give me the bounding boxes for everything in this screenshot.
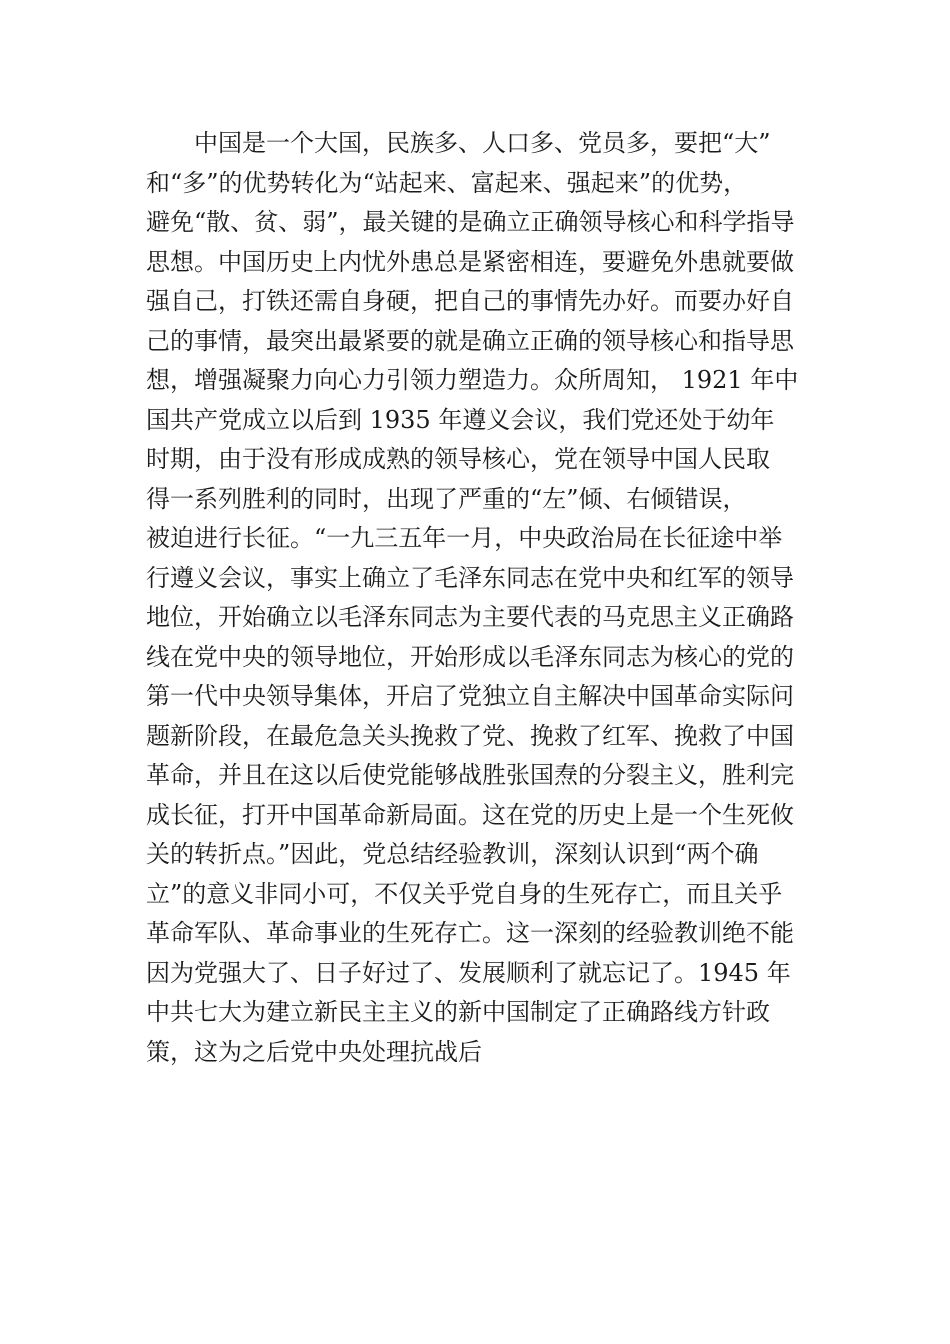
text-line: 行遵义会议，事实上确立了毛泽东同志在党中央和红军的领导 [146,563,794,592]
text-line: 革命军队、革命事业的生死存亡。这一深刻的经验教训绝不能 [146,919,794,947]
text-line: 被迫进行长征。“一九三五年一月，中央政治局在长征途中举 [146,524,783,552]
text-line: 得一系列胜利的同时，出现了严重的“左”倾、右倾错误， [146,484,747,513]
text-line: 思想。中国历史上内忧外患总是紧密相连，要避免外患就要做 [146,247,794,276]
text-line: 强自己，打铁还需自身硬，把自己的事情先办好。而要办好自 [146,287,794,315]
text-line: 避免“散、贫、弱”，最关键的是确立正确领导核心和科学指导 [146,208,795,236]
text-line: 时期，由于没有形成成熟的领导核心，党在领导中国人民取 [146,445,770,473]
text-line: 和“多”的优势转化为“站起来、富起来、强起来”的优势， [146,168,748,197]
text-line: 地位，开始确立以毛泽东同志为主要代表的马克思主义正确路 [146,603,794,631]
text-line: 因为党强大了、日子好过了、发展顺利了就忘记了。1945 年 [146,958,791,987]
text-line: 中国是一个大国，民族多、人口多、党员多，要把“大” [194,129,771,157]
text-line: 国共产党成立以后到 1935 年遵义会议，我们党还处于幼年 [146,405,775,434]
text-line: 关的转折点。”因此，党总结经验教训，深刻认识到“两个确 [146,840,759,868]
text-line: 第一代中央领导集体，开启了党独立自主解决中国革命实际问 [146,682,794,710]
text-line: 立”的意义非同小可，不仅关乎党自身的生死存亡，而且关乎 [146,879,783,908]
text-line: 革命，并且在这以后使党能够战胜张国焘的分裂主义，胜利完 [146,761,794,789]
text-line: 己的事情，最突出最紧要的就是确立正确的领导核心和指导思 [146,326,794,355]
text-line: 线在党中央的领导地位，开始形成以毛泽东同志为核心的党的 [146,642,794,671]
text-line: 策，这为之后党中央处理抗战后 [146,1037,482,1066]
body-paragraph [146,124,826,1072]
text-line: 成长征，打开中国革命新局面。这在党的历史上是一个生死攸 [146,800,794,829]
text-line: 想，增强凝聚力向心力引领力塑造力。众所周知， 1921 年中 [146,366,799,394]
text-line: 题新阶段，在最危急关头挽救了党、挽救了红军、挽救了中国 [146,721,794,750]
text-line: 中共七大为建立新民主主义的新中国制定了正确路线方针政 [146,998,770,1026]
